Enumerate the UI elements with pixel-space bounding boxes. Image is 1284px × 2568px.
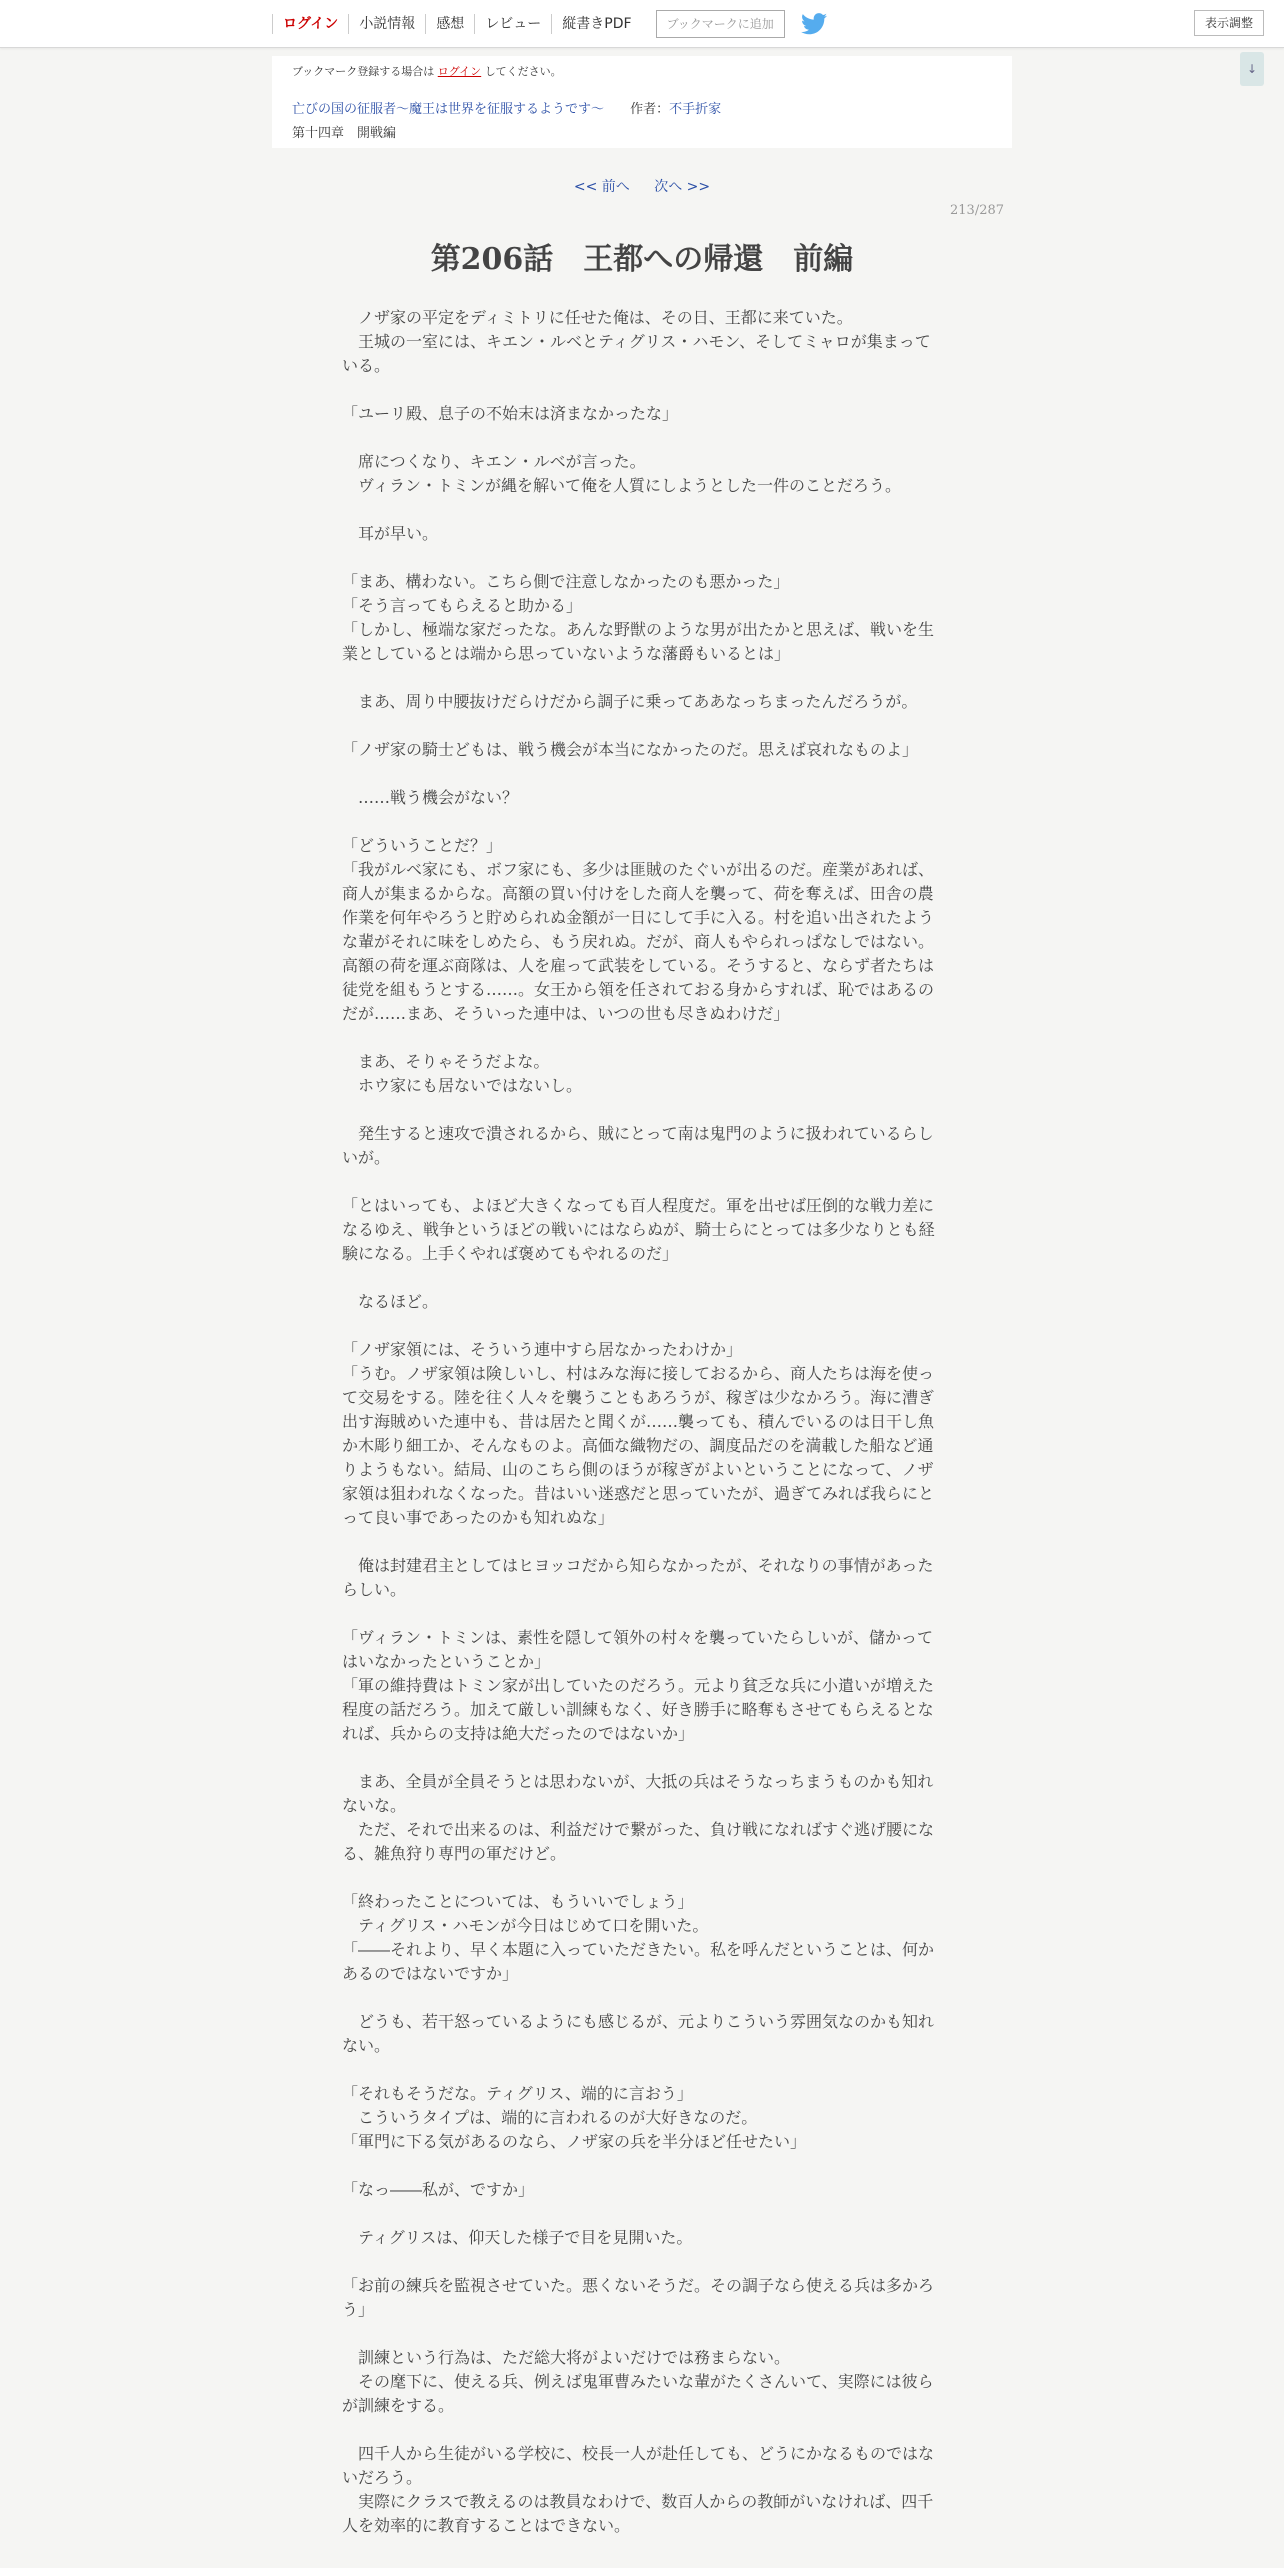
body-paragraph: 実際にクラスで教えるのは教員なわけで、数百人からの教師がいなければ、四千人を効率的に教育することはできない。 — [342, 2492, 934, 2535]
body-paragraph — [342, 2322, 942, 2346]
next-link[interactable]: 次へ >> — [654, 179, 711, 195]
body-paragraph: どうも、若干怒っているようにも感じるが、元よりこういう雰囲気なのかも知れない。 — [342, 2012, 935, 2055]
review-link[interactable]: レビュー — [474, 14, 551, 34]
body-paragraph: 「しかし、極端な家だったな。あんな野獣のような男が出たかと思えば、戦いを生業としているとは端から思っていないような藩爵もいるとは」 — [342, 620, 935, 663]
author-link[interactable]: 不手折家 — [669, 102, 722, 117]
novel-info-link[interactable]: 小説情報 — [348, 14, 425, 34]
body-paragraph — [342, 2202, 942, 2226]
body-paragraph: 「ヴィラン・トミンは、素性を隠して領外の村々を襲っていたらしいが、儲かってはいなかったということか」 — [342, 1628, 934, 1671]
body-paragraph: 「終わったことについては、もういいでしょう」 — [342, 1892, 694, 1911]
body-paragraph: 「――それより、早く本題に入っていただきたい。私を呼んだということは、何かあるのではないですか」 — [342, 1940, 935, 1983]
prev-link[interactable]: << 前へ — [573, 179, 630, 195]
body-paragraph — [342, 1314, 942, 1338]
body-paragraph: まあ、そりゃそうだよな。 — [342, 1052, 550, 1071]
vertical-pdf-link[interactable]: 縦書きPDF — [551, 14, 641, 34]
body-paragraph: 「軍の維持費はトミン家が出していたのだろう。元より貧乏な兵に小遣いが増えた程度の話だろう。加えて厳しい訓練もなく、好き勝手に略奪もさせてもらえるとなれば、兵からの支持は絶大だったのではないか」 — [342, 1676, 935, 1743]
top-nav-bar — [0, 0, 1284, 48]
body-paragraph: 王城の一室には、キエン・ルベとティグリス・ハモン、そしてミャロが集まっている。 — [342, 332, 931, 375]
chapter-title: 第十四章 開戦編 — [292, 126, 397, 141]
body-paragraph: ティグリス・ハモンが今日はじめて口を開いた。 — [342, 1916, 709, 1935]
novel-info-box — [272, 56, 1012, 148]
body-paragraph — [342, 1026, 942, 1050]
body-paragraph: 「軍門に下る気があるのなら、ノザ家の兵を半分ほど任せたい」 — [342, 2132, 807, 2151]
body-paragraph: ノザ家の平定をディミトリに任せた俺は、その日、王都に来ていた。 — [342, 308, 853, 327]
body-paragraph: なるほど。 — [342, 1292, 439, 1311]
body-paragraph: 「とはいっても、よほど大きくなっても百人程度だ。軍を出せば圧倒的な戦力差になるゆえ、戦争というほどの戦いにはならぬが、騎士らにとっては多少なりとも経験になる。上手くやれば褒めてもやれるのだ」 — [342, 1196, 935, 1263]
body-paragraph — [342, 2058, 942, 2082]
note-text-end: してください。 — [484, 65, 562, 78]
body-paragraph — [342, 1530, 942, 1554]
episode-count: 213/287 — [950, 203, 1005, 218]
body-paragraph: こういうタイプは、端的に言われるのが大好きなのだ。 — [342, 2108, 758, 2127]
add-bookmark-button[interactable]: ブックマークに追加 — [656, 10, 785, 38]
twitter-icon[interactable] — [801, 13, 827, 35]
body-paragraph: 席につくなり、キエン・ルベが言った。 — [342, 452, 646, 471]
body-paragraph: 俺は封建君主としてはヒヨッコだから知らなかったが、それなりの事情があったらしい。 — [342, 1556, 934, 1599]
body-paragraph: 「どういうことだ？」 — [342, 836, 503, 855]
body-paragraph: 訓練という行為は、ただ総大将がよいだけでは務まらない。 — [342, 2348, 791, 2367]
login-link[interactable]: ログイン — [272, 14, 348, 34]
body-paragraph — [342, 426, 942, 450]
novel-body — [342, 306, 942, 2538]
body-paragraph: 耳が早い。 — [342, 524, 439, 543]
novel-title-link[interactable]: 亡びの国の征服者～魔王は世界を征服するようです～ — [292, 102, 605, 117]
body-paragraph — [342, 1098, 942, 1122]
body-paragraph: 「ノザ家領には、そういう連中すら居なかったわけか」 — [342, 1340, 743, 1359]
author-label: 作者： — [630, 102, 670, 117]
scroll-down-button[interactable]: ↓ — [1240, 52, 1264, 86]
body-paragraph — [342, 1602, 942, 1626]
body-paragraph — [342, 666, 942, 690]
body-paragraph — [342, 2250, 942, 2274]
bookmark-login-note — [292, 63, 562, 79]
body-paragraph — [342, 378, 942, 402]
body-paragraph — [342, 1746, 942, 1770]
global-nav — [272, 0, 827, 47]
body-paragraph — [342, 2418, 942, 2442]
body-paragraph — [342, 1866, 942, 1890]
body-paragraph: ……戦う機会がない？ — [342, 788, 519, 807]
episode-pager — [0, 176, 1284, 196]
body-paragraph — [342, 2154, 942, 2178]
body-paragraph: 「我がルベ家にも、ボフ家にも、多少は匪賊のたぐいが出るのだ。産業があれば、商人が集まるからな。高額の買い付けをした商人を襲って、荷を奪えば、田舎の農作業を何年やろうと貯められぬ金額が一日にして手に入る。村を追い出されたような輩がそれに味をしめたら、もう戻れぬ。だが、商人もやられっぱなしではない。高額の荷を運ぶ商隊は、人を雇って武装をしている。そうすると、ならず者たちは徒党を組もうとする……。女王から領を任されておる身からすれば、恥ではあるのだが……まあ、そういった連中は、いつの世も尽きぬわけだ」 — [342, 860, 935, 1023]
body-paragraph: 「そう言ってもらえると助かる」 — [342, 596, 583, 615]
body-paragraph: 「なっ――私が、ですか」 — [342, 2180, 535, 2199]
note-text: ブックマーク登録する場合は — [292, 65, 435, 78]
body-paragraph: まあ、周り中腰抜けだらけだから調子に乗ってああなっちまったんだろうが。 — [342, 692, 918, 711]
body-paragraph: 「お前の練兵を監視させていた。悪くないそうだ。その調子なら使える兵は多かろう」 — [342, 2276, 935, 2319]
body-paragraph: 四千人から生徒がいる学校に、校長一人が赴任しても、どうにかなるものではないだろう。 — [342, 2444, 935, 2487]
note-login-link[interactable]: ログイン — [437, 65, 482, 78]
body-paragraph: その麾下に、使える兵、例えば鬼軍曹みたいな輩がたくさんいて、実際には彼らが訓練をする。 — [342, 2372, 934, 2415]
body-paragraph — [342, 498, 942, 522]
body-paragraph: ヴィラン・トミンが縄を解いて俺を人質にしようとした一件のことだろう。 — [342, 476, 902, 495]
body-paragraph — [342, 546, 942, 570]
body-paragraph — [342, 762, 942, 786]
display-settings-button[interactable]: 表示調整 — [1194, 10, 1264, 36]
body-paragraph: 「うむ。ノザ家領は険しいし、村はみな海に接しておるから、商人たちは海を使って交易をする。陸を往く人々を襲うこともあろうが、稼ぎは少なかろう。海に漕ぎ出す海賊めいた連中も、昔は居たと聞くが……襲っても、積んでいるのは日干し魚か木彫り細工か、そんなものよ。高価な織物だの、調度品だのを満載した船など通りようもない。結局、山のこちら側のほうが稼ぎがよいということになって、ノザ家領は狙われなくなった。昔はいい迷惑だと思っていたが、過ぎてみれば我らにとって良い事であったのかも知れぬな」 — [342, 1364, 935, 1527]
body-paragraph: 「ノザ家の騎士どもは、戦う機会が本当になかったのだ。思えば哀れなものよ」 — [342, 740, 919, 759]
body-paragraph — [342, 1266, 942, 1290]
body-paragraph: ティグリスは、仰天した様子で目を見開いた。 — [342, 2228, 693, 2247]
body-paragraph — [342, 1170, 942, 1194]
episode-title: 第206話 王都への帰還 前編 — [430, 242, 854, 277]
body-paragraph: ホウ家にも居ないではないし。 — [342, 1076, 583, 1095]
body-paragraph — [342, 810, 942, 834]
body-paragraph: 「まあ、構わない。こちら側で注意しなかったのも悪かった」 — [342, 572, 790, 591]
novel-title-line — [292, 98, 721, 117]
body-paragraph: 「それもそうだな。ティグリス、端的に言おう」 — [342, 2084, 693, 2103]
body-paragraph: 発生すると速攻で潰されるから、賊にとって南は鬼門のように扱われているらしいが。 — [342, 1124, 934, 1167]
body-paragraph: ただ、それで出来るのは、利益だけで繋がった、負け戦になればすぐ逃げ腰になる、雑魚狩り専門の軍だけど。 — [342, 1820, 935, 1863]
body-paragraph — [342, 1986, 942, 2010]
impression-link[interactable]: 感想 — [425, 14, 474, 34]
body-paragraph: 「ユーリ殿、息子の不始末は済まなかったな」 — [342, 404, 679, 423]
body-paragraph: まあ、全員が全員そうとは思わないが、大抵の兵はそうなっちまうものかも知れないな。 — [342, 1772, 934, 1815]
body-paragraph — [342, 714, 942, 738]
